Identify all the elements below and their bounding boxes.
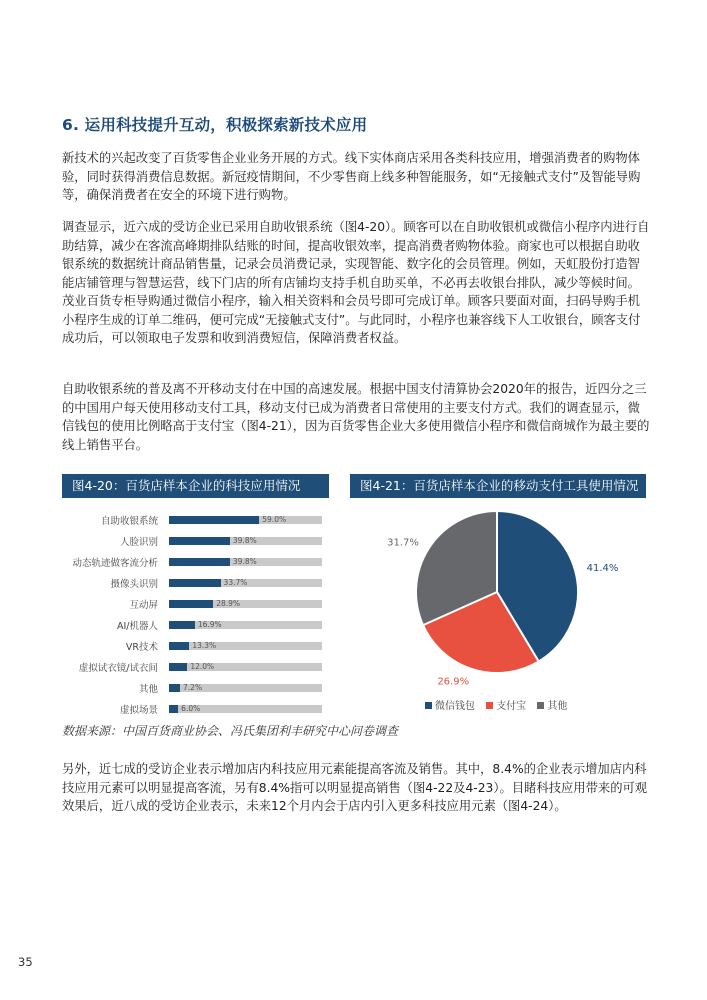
- bar-value-8: 7.2%: [183, 683, 203, 692]
- paragraph-1: 新技术的兴起改变了百货零售企业业务开展的方式。线下实体商店采用各类科技应用，增强消费者的购物体验，同时获得消费信息数据。新冠疫情期间，不少零售商上线多种智能服务，如“无接触式支付”及智能导购等，确保消费者在安全的环境下进行购物。: [62, 151, 641, 202]
- bar-8: [169, 684, 180, 692]
- pie-value-label-2: 31.7%: [387, 537, 419, 549]
- bar-value-9: 6.0%: [181, 704, 201, 713]
- paragraph-2: 调查显示，近六成的受访企业已采用自助收银系统（图4-20）。顾客可以在自助收银机或微信小程序内进行自助结算，减少在客流高峰期排队结账的时间，提高收银效率，提高消费者购物体验。商家也可以根据自助收银系统的数据统计商品销售量，记录会员消费记录，实现智能、数字化的会员管理。例如，天虹股份打造智能店铺管理与智慧运营，线下门店的所有店铺均支持手机自助买单，不必再去收银台排队，减少等候时间。茂业百货专柜导购通过微信小程序，输入相关资料和会员号即可完成订单。顾客只要面对面，扫码导购手机小程序生成的订单二维码，便可完成“无接触式支付”。与此同时，小程序也兼容线下人工收银台，顾客支付成功后，可以领取电子发票和收到消费短信，保障消费者权益。: [62, 220, 650, 345]
- bar-track-2: [169, 558, 322, 566]
- bar-track-6: [169, 642, 322, 650]
- bar-value-2: 39.8%: [232, 557, 257, 566]
- figure-4-21-title: 图4-21：百货店样本企业的移动支付工具使用情况: [350, 474, 646, 498]
- figure-4-20-title: 图4-20：百货店样本企业的科技应用情况: [62, 474, 329, 498]
- bar-label-9: 虚拟场景: [119, 705, 158, 716]
- paragraph-3: 自助收银系统的普及离不开移动支付在中国的高速发展。根据中国支付清算协会2020年的报告，近四分之三的中国用户每天使用移动支付工具，移动支付已成为消费者日常使用的主要支付方式。我们的调查显示，微信钱包的使用比例略高于支付宝（图4-21），因为百货零售企业大多使用微信小程序和微信商城作为最主要的线上销售平台。: [62, 382, 650, 452]
- bar-track-0: [169, 516, 322, 524]
- bar-track-8: [169, 684, 322, 692]
- bar-7: [169, 663, 187, 671]
- legend-swatch-other: [537, 702, 544, 709]
- bar-track-1: [169, 537, 322, 545]
- bar-track-9: [169, 705, 322, 713]
- bar-1: [169, 537, 230, 545]
- bar-3: [169, 579, 221, 587]
- pie-value-label-0: 41.4%: [586, 563, 619, 575]
- legend-label-alipay: 支付宝: [496, 701, 527, 712]
- pie-legend: [425, 697, 575, 712]
- legend-item-other: [537, 697, 567, 712]
- bar-label-3: 摄像头识别: [110, 579, 158, 590]
- bar-label-6: VR技术: [125, 642, 158, 653]
- bar-track-7: [169, 663, 322, 671]
- bar-label-1: 人脸识别: [119, 537, 158, 548]
- bar-track-3: [169, 579, 322, 587]
- bar-label-2: 动态轨迹做客流分析: [72, 558, 158, 569]
- bar-label-7: 虚拟试衣镜/试衣间: [78, 663, 158, 674]
- bar-value-7: 12.0%: [190, 662, 215, 671]
- bar-value-4: 28.9%: [216, 599, 241, 608]
- source-note: 数据来源：中国百货商业协会、冯氏集团利丰研究中心问卷调查: [62, 724, 399, 738]
- bar-label-4: 互动屏: [129, 600, 158, 611]
- bar-value-0: 59.0%: [262, 515, 287, 524]
- pie-value-label-1: 26.9%: [437, 676, 470, 688]
- bar-label-0: 自助收银系统: [100, 516, 158, 527]
- page-number: 35: [18, 955, 33, 969]
- bar-6: [169, 642, 189, 650]
- bar-5: [169, 621, 195, 629]
- bar-value-5: 16.9%: [197, 620, 222, 629]
- legend-item-alipay: [486, 697, 526, 712]
- figure-4-21-pie-chart: [355, 505, 650, 695]
- bar-track-5: [169, 621, 322, 629]
- legend-label-wechat: 微信钱包: [435, 701, 475, 712]
- legend-label-other: 其他: [547, 701, 568, 712]
- paragraph-4: 另外，近七成的受访企业表示增加店内科技应用元素能提高客流及销售。其中，8.4%的企业表示增加店内科技应用元素可以明显提高客流，另有8.4%指可以明显提高销售（图4-22及4-23）。目睹科技应用带来的可观效果后，近八成的受访企业表示，未来12个月内会于店内引入更多科技应用元素（图4-24）。: [62, 762, 648, 813]
- legend-swatch-alipay: [486, 702, 493, 709]
- bar-value-6: 13.3%: [192, 641, 217, 650]
- bar-label-8: 其他: [138, 684, 158, 695]
- bar-2: [169, 558, 230, 566]
- bar-0: [169, 516, 259, 524]
- bar-value-1: 39.8%: [232, 536, 257, 545]
- bar-value-3: 33.7%: [223, 578, 248, 587]
- bar-9: [169, 705, 178, 713]
- bar-4: [169, 600, 213, 608]
- legend-item-wechat: [425, 697, 475, 712]
- legend-swatch-wechat: [425, 702, 432, 709]
- section-heading: 6. 运用科技提升互动，积极探索新技术应用: [62, 116, 368, 134]
- bar-label-5: AI/机器人: [116, 621, 158, 632]
- bar-track-4: [169, 600, 322, 608]
